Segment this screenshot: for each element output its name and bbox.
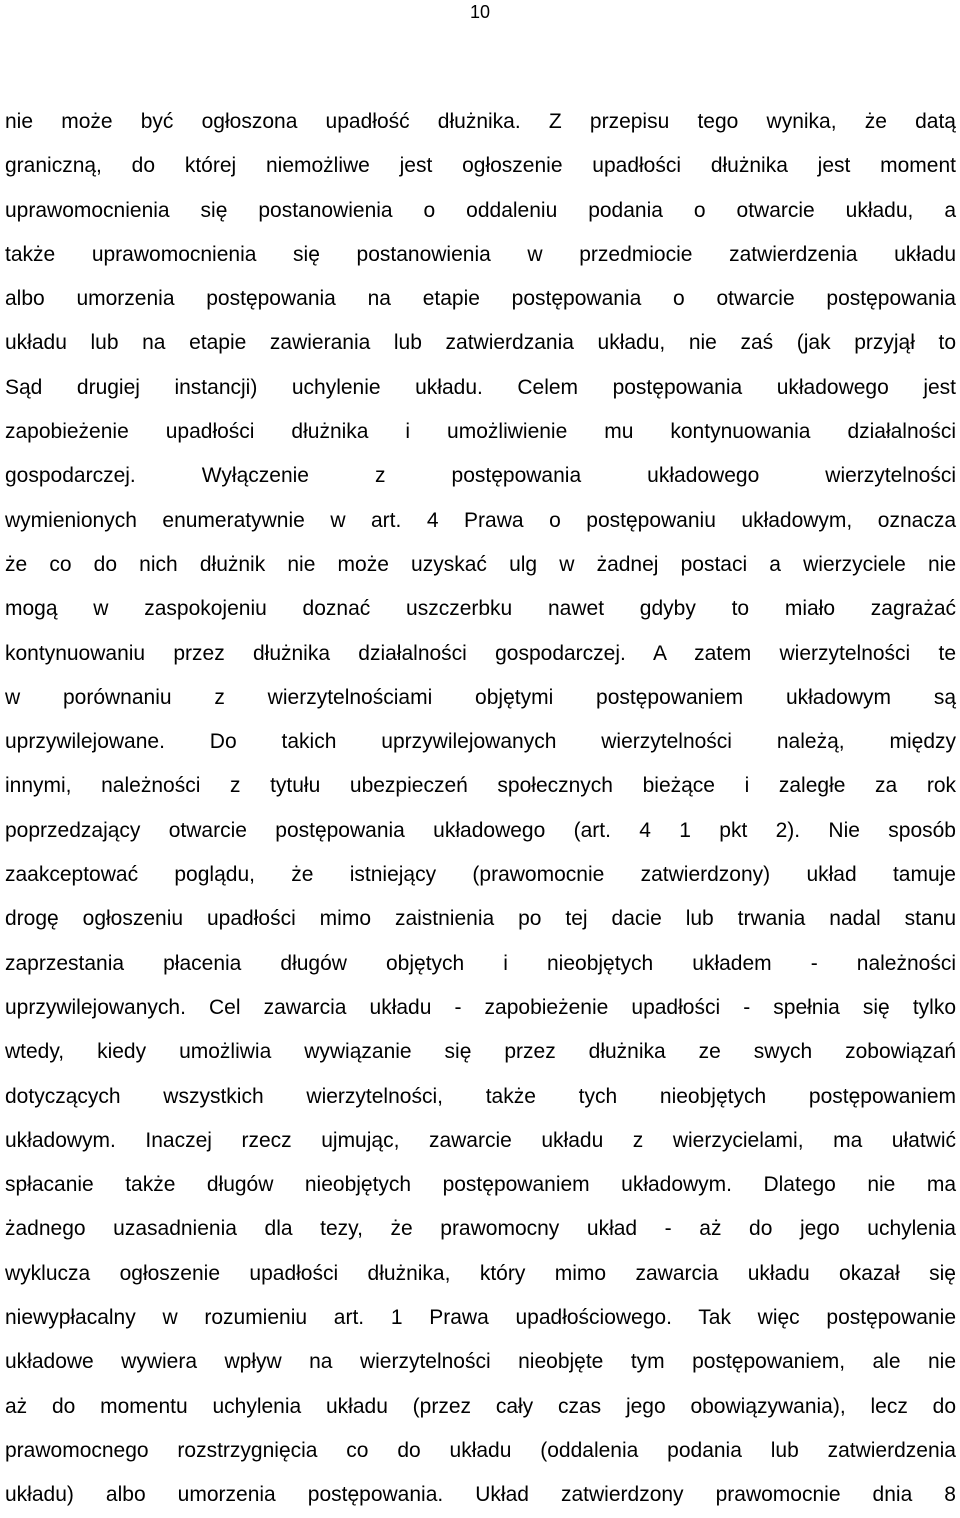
text-line: niewypłacalny w rozumieniu art. 1 Prawa upadłościowego. Tak więc postępowanie	[5, 1306, 956, 1330]
text-line: uprzywilejowane. Do takich uprzywilejowanych wierzytelności należą, między	[5, 730, 956, 754]
text-line: nie może być ogłoszona upadłość dłużnika. Z przepisu tego wynika, że datą	[5, 110, 956, 133]
text-line: wymienionych enumeratywnie w art. 4 Prawa o postępowaniu układowym, oznacza	[5, 508, 956, 532]
text-line: Sąd drugiej instancji) uchylenie układu. Celem postępowania układowego jest	[5, 375, 956, 399]
text-line: spłacanie także długów nieobjętych postępowaniem układowym. Dlatego nie ma	[5, 1173, 956, 1197]
text-line: uprawomocnienia się postanowienia o oddaleniu podania o otwarcie układu, a	[5, 198, 956, 222]
text-line: wyklucza ogłoszenie upadłości dłużnika, który mimo zawarcia układu okazał się	[5, 1261, 956, 1285]
text-line: aż do momentu uchylenia układu (przez cały czas jego obowiązywania), lecz do	[5, 1394, 956, 1418]
page-number: 10	[469, 2, 491, 22]
text-line: żadnego uzasadnienia dla tezy, że prawomocny układ - aż do jego uchylenia	[5, 1217, 956, 1241]
body-text	[5, 100, 956, 1518]
text-line: albo umorzenia postępowania na etapie postępowania o otwarcie postępowania	[5, 287, 956, 311]
text-line: wtedy, kiedy umożliwia wywiązanie się przez dłużnika ze swych zobowiązań	[5, 1040, 956, 1064]
text-line: drogę ogłoszeniu upadłości mimo zaistnienia po tej dacie lub trwania nadal stanu	[5, 907, 956, 931]
text-line: mogą w zaspokojeniu doznać uszczerbku nawet gdyby to miało zagrażać	[5, 597, 956, 621]
text-line: zapobieżenie upadłości dłużnika i umożliwienie mu kontynuowania działalności	[5, 420, 956, 444]
text-line: kontynuowaniu przez dłużnika działalności gospodarczej. A zatem wierzytelności te	[5, 641, 956, 665]
text-line: zaprzestania płacenia długów objętych i nieobjętych układem - należności	[5, 951, 956, 975]
text-line: poprzedzający otwarcie postępowania układowego (art. 4 1 pkt 2). Nie sposób	[5, 818, 956, 842]
text-line: w porównaniu z wierzytelnościami objętymi postępowaniem układowym są	[5, 685, 956, 709]
text-line: prawomocnego rozstrzygnięcia co do układu (oddalenia podania lub zatwierdzenia	[5, 1438, 956, 1462]
text-line: układu) albo umorzenia postępowania. Układ zatwierdzony prawomocnie dnia 8	[5, 1483, 956, 1507]
text-line: uprzywilejowanych. Cel zawarcia układu - zapobieżenie upadłości - spełnia się tylko	[5, 995, 956, 1019]
text-line: gospodarczej. Wyłączenie z postępowania układowego wierzytelności	[5, 464, 956, 488]
text-line: innymi, należności z tytułu ubezpieczeń społecznych bieżące i zaległe za rok	[5, 774, 956, 798]
text-line: graniczną, do której niemożliwe jest ogłoszenie upadłości dłużnika jest moment	[5, 154, 956, 178]
text-line: że co do nich dłużnik nie może uzyskać ulg w żadnej postaci a wierzyciele nie	[5, 552, 956, 576]
text-line: układowym. Inaczej rzecz ujmując, zawarcie układu z wierzycielami, ma ułatwić	[5, 1128, 956, 1152]
text-line: zaakceptować poglądu, że istniejący (prawomocnie zatwierdzony) układ tamuje	[5, 863, 956, 887]
text-line: dotyczących wszystkich wierzytelności, także tych nieobjętych postępowaniem	[5, 1084, 956, 1108]
text-line: układowe wywiera wpływ na wierzytelności nieobjęte tym postępowaniem, ale nie	[5, 1350, 956, 1374]
text-line: także uprawomocnienia się postanowienia w przedmiocie zatwierdzenia układu	[5, 242, 956, 266]
text-line: układu lub na etapie zawierania lub zatwierdzania układu, nie zaś (jak przyjął to	[5, 331, 956, 355]
